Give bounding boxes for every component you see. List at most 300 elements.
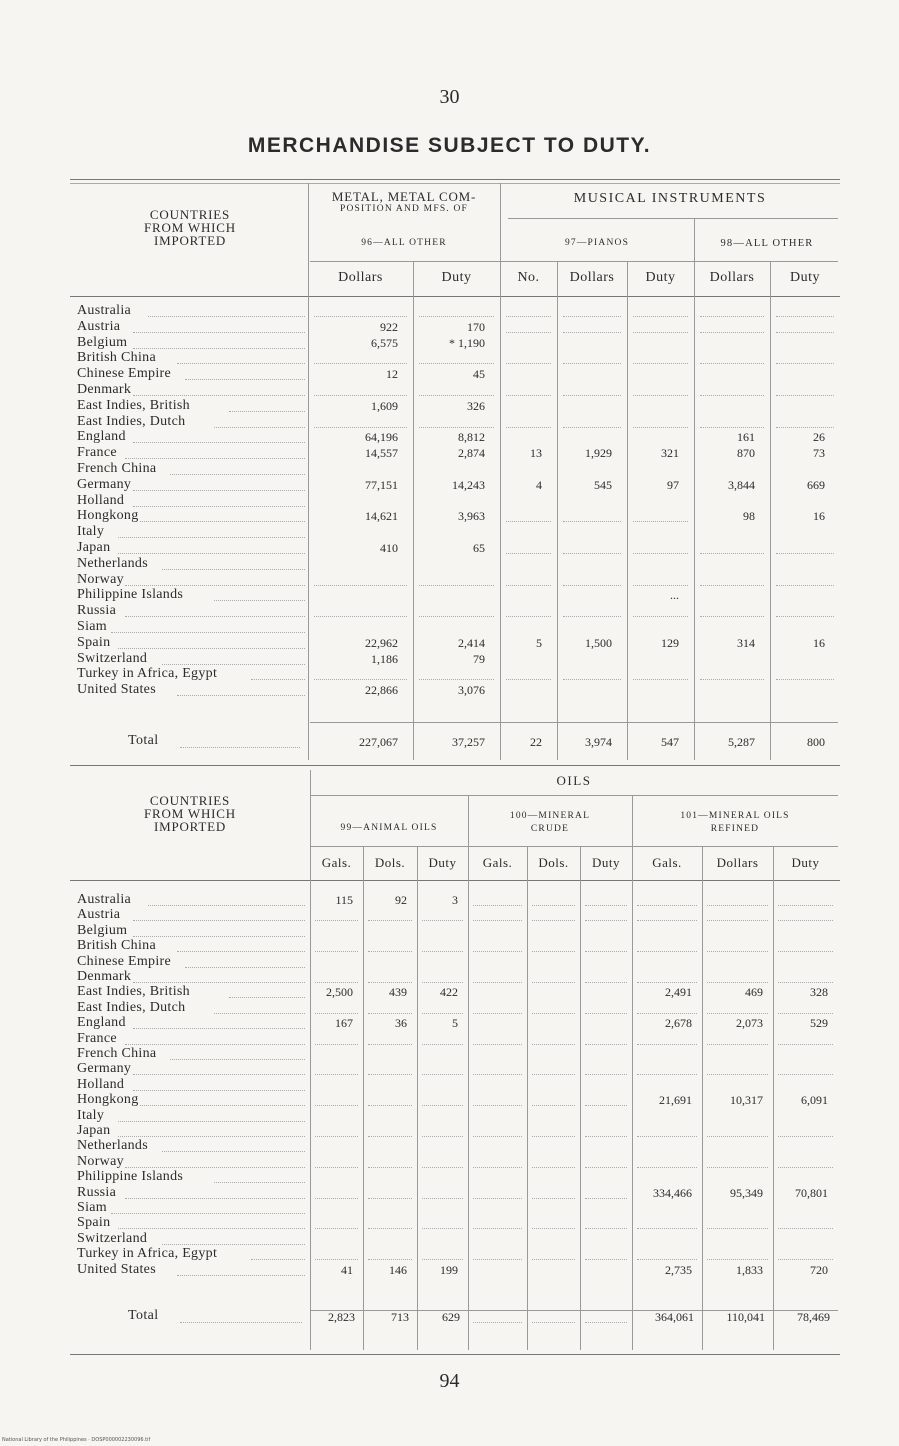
- empty-cell: [315, 1013, 358, 1014]
- table-cell: 3,076: [458, 683, 485, 698]
- leader-dots: [118, 553, 305, 554]
- table-cell: 36: [395, 1016, 407, 1031]
- table-cell: 199: [440, 1262, 458, 1277]
- table-cell: 170: [467, 319, 485, 334]
- group-metal-line: METAL, METAL COM-: [331, 189, 477, 204]
- empty-cell: [778, 951, 833, 952]
- table-cell: ...: [670, 588, 679, 603]
- empty-cell: [700, 616, 764, 617]
- table-cell: 3: [452, 893, 458, 907]
- empty-cell: [776, 553, 834, 554]
- table-cell: 41: [341, 1262, 353, 1277]
- table-cell: 3,844: [728, 477, 755, 492]
- empty-cell: [707, 982, 768, 983]
- empty-cell: [532, 951, 575, 952]
- country-name: England: [77, 429, 126, 445]
- empty-cell: [563, 316, 621, 317]
- empty-cell: [776, 363, 834, 364]
- table-cell: 97: [667, 477, 679, 492]
- country-name: Russia: [77, 1184, 117, 1200]
- sub-98: 98—ALL OTHER: [720, 238, 814, 249]
- empty-cell: [422, 1228, 463, 1229]
- leader-dots: [251, 679, 305, 680]
- empty-cell: [585, 1228, 627, 1229]
- country-name: Russia: [77, 603, 117, 619]
- empty-cell: [506, 316, 551, 317]
- empty-cell: [585, 1259, 627, 1260]
- empty-cell: [532, 1074, 575, 1075]
- leader-dots: [148, 905, 305, 906]
- total-cell: 110,041: [726, 1310, 765, 1324]
- col-rule: [627, 262, 628, 760]
- country-name: East Indies, Dutch: [77, 413, 186, 429]
- total-cell: 547: [661, 735, 679, 749]
- empty-cell: [778, 1044, 833, 1045]
- sub-100: [468, 810, 632, 836]
- table-cell: 13: [530, 446, 542, 461]
- table-cell: 5: [536, 635, 542, 650]
- total-cell: 713: [391, 1310, 409, 1324]
- empty-cell: [419, 585, 494, 586]
- empty-cell: [776, 679, 834, 680]
- leader-dots: [140, 1105, 305, 1106]
- leader-dots: [125, 458, 305, 459]
- empty-cell: [563, 679, 621, 680]
- rule-oils: [310, 795, 838, 796]
- country-name: France: [77, 445, 117, 461]
- empty-cell: [707, 920, 768, 921]
- rule-sub: [310, 846, 838, 847]
- empty-cell: [473, 982, 522, 983]
- table-cell: 14,621: [365, 509, 398, 524]
- country-name: Switzerland: [77, 650, 148, 666]
- footer-note: National Library of the Philippines · DOSP000002230096.tif: [2, 1437, 151, 1443]
- empty-cell: [637, 951, 697, 952]
- empty-cell: [422, 951, 463, 952]
- table-cell: 439: [389, 985, 407, 1000]
- leader-dots: [118, 648, 305, 649]
- leader-dots: [125, 616, 305, 617]
- empty-cell: [473, 1259, 522, 1260]
- leader-dots: [148, 316, 305, 317]
- country-name: Holland: [77, 1076, 125, 1092]
- total-label: Total: [128, 733, 159, 748]
- leader-dots: [133, 1074, 305, 1075]
- rule-total-top: [310, 722, 838, 723]
- empty-cell: [637, 1167, 697, 1168]
- table-cell: 22,866: [365, 683, 398, 698]
- empty-cell: [314, 427, 407, 428]
- empty-cell: [473, 1105, 522, 1106]
- table-cell: 167: [335, 1016, 353, 1031]
- empty-cell: [637, 1259, 697, 1260]
- country-name: Chinese Empire: [77, 953, 172, 969]
- countries-header: [72, 208, 308, 247]
- empty-cell: [419, 316, 494, 317]
- empty-cell: [778, 1074, 833, 1075]
- country-name: United States: [77, 1261, 156, 1277]
- table-cell: 64,196: [365, 430, 398, 445]
- empty-cell: [633, 363, 688, 364]
- empty-cell: [419, 679, 494, 680]
- country-name: Holland: [77, 492, 125, 508]
- column-header: Dols.: [538, 855, 569, 870]
- rule-bottom: [70, 765, 840, 766]
- empty-cell: [314, 316, 407, 317]
- empty-cell: [700, 427, 764, 428]
- empty-cell: [368, 920, 412, 921]
- column-header: Gals.: [321, 855, 352, 870]
- table-cell: 14,557: [365, 446, 398, 461]
- page-number-bottom: 94: [439, 1370, 460, 1392]
- empty-cell: [315, 1044, 358, 1045]
- table-cell: 870: [737, 446, 755, 461]
- country-name: Siam: [77, 1200, 107, 1215]
- table-cell: 2,874: [458, 446, 485, 461]
- empty-cell: [700, 332, 764, 333]
- table-cell: 10,317: [730, 1093, 763, 1108]
- empty-cell: [314, 585, 407, 586]
- empty-cell: [315, 1074, 358, 1075]
- empty-cell: [563, 363, 621, 364]
- empty-cell: [563, 616, 621, 617]
- empty-cell: [315, 951, 358, 952]
- table-cell: 469: [745, 985, 763, 1000]
- rule-head-bottom: [70, 880, 840, 881]
- empty-cell: [707, 1167, 768, 1168]
- empty-cell: [506, 332, 551, 333]
- sub-100-line: 100—MINERAL: [509, 811, 591, 821]
- empty-cell: [532, 982, 575, 983]
- table-cell: 16: [813, 509, 825, 524]
- leader-dots: [214, 1013, 305, 1014]
- country-name: Turkey in Africa, Egypt: [77, 666, 218, 682]
- table-cell: 45: [473, 367, 485, 382]
- empty-cell: [473, 1013, 522, 1014]
- empty-cell: [532, 1167, 575, 1168]
- sub-100-line: CRUDE: [530, 824, 570, 834]
- table-cell: 5: [452, 1016, 458, 1031]
- empty-cell: [506, 427, 551, 428]
- empty-cell: [585, 1167, 627, 1168]
- empty-cell: [776, 427, 834, 428]
- leader-dots: [162, 1244, 305, 1245]
- empty-cell: [368, 1105, 412, 1106]
- empty-cell: [368, 1013, 412, 1014]
- country-name: Spain: [77, 1215, 111, 1231]
- empty-cell: [315, 1228, 358, 1229]
- countries-header-line: IMPORTED: [153, 819, 227, 834]
- leader-dots: [133, 490, 305, 491]
- empty-cell: [473, 905, 522, 906]
- empty-cell: [532, 1136, 575, 1137]
- countries-header-line: FROM WHICH: [144, 220, 236, 235]
- country-name: Italy: [77, 524, 105, 540]
- total-cell: 227,067: [359, 735, 398, 749]
- country-name: British China: [77, 938, 156, 954]
- empty-cell: [776, 395, 834, 396]
- column-header: Dollars: [716, 855, 759, 870]
- empty-cell: [422, 1105, 463, 1106]
- empty-cell: [637, 905, 697, 906]
- table-cell: 545: [594, 477, 612, 492]
- empty-cell: [422, 1167, 463, 1168]
- empty-cell: [637, 1136, 697, 1137]
- country-name: Netherlands: [77, 1138, 148, 1154]
- group-metal: [308, 190, 500, 216]
- leader-dots: [118, 1136, 305, 1137]
- empty-cell: [532, 1044, 575, 1045]
- empty-cell: [473, 920, 522, 921]
- country-name: Denmark: [77, 969, 132, 984]
- empty-cell: [473, 1198, 522, 1199]
- rule-bottom: [70, 1354, 840, 1355]
- leader-dots: [133, 506, 305, 507]
- empty-cell: [776, 316, 834, 317]
- empty-cell: [315, 1105, 358, 1106]
- empty-cell: [778, 1228, 833, 1229]
- country-name: Hongkong: [77, 508, 139, 524]
- empty-cell: [563, 521, 621, 522]
- table-cell: 2,073: [736, 1016, 763, 1031]
- empty-cell: [637, 1074, 697, 1075]
- empty-cell: [473, 1074, 522, 1075]
- empty-cell: [473, 1322, 522, 1323]
- table-cell: 1,500: [585, 635, 612, 650]
- empty-cell: [368, 951, 412, 952]
- empty-cell: [473, 1167, 522, 1168]
- leader-dots: [111, 632, 305, 633]
- empty-cell: [778, 1167, 833, 1168]
- column-header: Dollars: [569, 270, 615, 285]
- country-name: England: [77, 1015, 126, 1031]
- country-name: East Indies, British: [77, 984, 190, 1000]
- leader-dots: [133, 442, 305, 443]
- leader-dots: [133, 1028, 305, 1029]
- leader-dots: [118, 1121, 305, 1122]
- empty-cell: [778, 982, 833, 983]
- empty-cell: [776, 332, 834, 333]
- table-cell: 6,575: [371, 335, 398, 350]
- table-cell: 16: [813, 635, 825, 650]
- country-name: East Indies, Dutch: [77, 999, 186, 1015]
- empty-cell: [633, 316, 688, 317]
- table-cell: 2,735: [665, 1262, 692, 1277]
- leader-dots: [125, 1167, 305, 1168]
- empty-cell: [633, 521, 688, 522]
- empty-cell: [419, 616, 494, 617]
- table-cell: 73: [813, 446, 825, 461]
- table-cell: 314: [737, 635, 755, 650]
- leader-dots: [251, 1259, 305, 1260]
- empty-cell: [315, 1167, 358, 1168]
- total-cell: 78,469: [797, 1310, 830, 1324]
- country-name: Norway: [77, 571, 124, 587]
- leader-dots: [177, 951, 305, 952]
- empty-cell: [419, 395, 494, 396]
- empty-cell: [532, 1322, 575, 1323]
- leader-dots: [125, 1198, 305, 1199]
- empty-cell: [315, 982, 358, 983]
- country-name: Germany: [77, 1061, 132, 1077]
- col-rule: [580, 846, 581, 1350]
- sub-99: 99—ANIMAL OILS: [340, 823, 438, 833]
- leader-dots: [170, 474, 305, 475]
- table-cell: 129: [661, 635, 679, 650]
- column-header: No.: [517, 270, 540, 285]
- country-name: Philippine Islands: [77, 1169, 184, 1185]
- empty-cell: [700, 395, 764, 396]
- country-name: Philippine Islands: [77, 587, 184, 603]
- table-cell: 70,801: [795, 1185, 828, 1200]
- table-cell: 79: [473, 651, 485, 666]
- leader-dots: [162, 569, 305, 570]
- empty-cell: [776, 616, 834, 617]
- empty-cell: [506, 553, 551, 554]
- country-name: French China: [77, 461, 157, 476]
- empty-cell: [422, 1074, 463, 1075]
- total-cell: 2,823: [328, 1310, 355, 1324]
- empty-cell: [315, 1136, 358, 1137]
- sub-101-line: 101—MINERAL OILS: [680, 811, 790, 821]
- leader-dots: [162, 664, 305, 665]
- empty-cell: [585, 1074, 627, 1075]
- empty-cell: [633, 679, 688, 680]
- empty-cell: [422, 1044, 463, 1045]
- empty-cell: [506, 395, 551, 396]
- empty-cell: [532, 920, 575, 921]
- group-musical: MUSICAL INSTRUMENTS: [573, 191, 767, 206]
- leader-dots: [185, 379, 305, 380]
- empty-cell: [778, 1259, 833, 1260]
- leader-dots: [133, 395, 305, 396]
- empty-cell: [585, 1105, 627, 1106]
- table-cell: 4: [536, 477, 542, 492]
- empty-cell: [422, 1013, 463, 1014]
- rule-head-bottom: [70, 296, 840, 297]
- empty-cell: [314, 679, 407, 680]
- sub-101: [632, 810, 838, 836]
- empty-cell: [532, 1228, 575, 1229]
- total-cell: 364,061: [655, 1310, 694, 1324]
- empty-cell: [532, 1105, 575, 1106]
- leader-dots: [133, 936, 305, 937]
- leader-dots: [185, 967, 305, 968]
- empty-cell: [585, 1198, 627, 1199]
- table-cell: 720: [810, 1262, 828, 1277]
- rule-sub: [310, 261, 838, 262]
- empty-cell: [314, 395, 407, 396]
- group-oils: OILS: [556, 773, 592, 788]
- leader-dots: [180, 1322, 302, 1323]
- leader-dots: [177, 363, 305, 364]
- table-cell: 2,500: [326, 985, 353, 1000]
- empty-cell: [422, 1198, 463, 1199]
- table-cell: 12: [386, 367, 398, 382]
- leader-dots: [118, 537, 305, 538]
- empty-cell: [315, 1198, 358, 1199]
- total-cell: 22: [530, 735, 542, 749]
- country-name: Austria: [77, 907, 121, 923]
- empty-cell: [563, 585, 621, 586]
- empty-cell: [707, 1013, 768, 1014]
- empty-cell: [778, 1136, 833, 1137]
- empty-cell: [633, 395, 688, 396]
- leader-dots: [229, 411, 305, 412]
- empty-cell: [473, 951, 522, 952]
- country-name: Hongkong: [77, 1092, 139, 1108]
- leader-dots: [180, 747, 300, 748]
- country-name: United States: [77, 682, 156, 698]
- col-rule: [527, 846, 528, 1350]
- leader-dots: [214, 1182, 305, 1183]
- country-name: Turkey in Africa, Egypt: [77, 1246, 218, 1262]
- empty-cell: [585, 982, 627, 983]
- empty-cell: [585, 920, 627, 921]
- table-cell: 3,963: [458, 509, 485, 524]
- page-title: MERCHANDISE SUBJECT TO DUTY.: [247, 134, 652, 157]
- empty-cell: [700, 679, 764, 680]
- empty-cell: [585, 951, 627, 952]
- table-cell: 21,691: [659, 1093, 692, 1108]
- empty-cell: [419, 427, 494, 428]
- country-name: French China: [77, 1046, 157, 1061]
- table-cell: 161: [737, 430, 755, 445]
- empty-cell: [368, 982, 412, 983]
- table-cell: 92: [395, 893, 407, 907]
- table-cell: 410: [380, 541, 398, 555]
- empty-cell: [506, 679, 551, 680]
- empty-cell: [707, 1259, 768, 1260]
- table-cell: * 1,190: [449, 335, 485, 350]
- empty-cell: [700, 585, 764, 586]
- table-cell: 1,609: [371, 398, 398, 413]
- countries-header-line: COUNTRIES: [149, 207, 231, 222]
- column-header: Gals.: [652, 855, 682, 870]
- leader-dots: [162, 1151, 305, 1152]
- empty-cell: [707, 1228, 768, 1229]
- country-name: Switzerland: [77, 1230, 148, 1246]
- empty-cell: [368, 1044, 412, 1045]
- empty-cell: [707, 1074, 768, 1075]
- empty-cell: [707, 905, 768, 906]
- country-name: Denmark: [77, 382, 132, 397]
- empty-cell: [422, 1136, 463, 1137]
- empty-cell: [368, 1198, 412, 1199]
- empty-cell: [368, 1074, 412, 1075]
- leader-dots: [133, 348, 305, 349]
- country-name: France: [77, 1030, 117, 1046]
- table-cell: 95,349: [730, 1185, 763, 1200]
- table-cell: 22,962: [365, 635, 398, 650]
- country-name: Chinese Empire: [77, 366, 172, 382]
- empty-cell: [422, 920, 463, 921]
- country-name: Germany: [77, 476, 132, 492]
- table-cell: 922: [380, 319, 398, 334]
- column-header: Duty: [791, 855, 820, 870]
- empty-cell: [707, 1044, 768, 1045]
- country-name: Norway: [77, 1153, 124, 1169]
- empty-cell: [633, 427, 688, 428]
- empty-cell: [532, 1013, 575, 1014]
- table-cell: 8,812: [458, 430, 485, 445]
- empty-cell: [368, 1228, 412, 1229]
- leader-dots: [214, 427, 305, 428]
- column-header: Duty: [441, 270, 472, 285]
- col-rule: [557, 262, 558, 760]
- empty-cell: [532, 1198, 575, 1199]
- table-cell: 2,678: [665, 1016, 692, 1031]
